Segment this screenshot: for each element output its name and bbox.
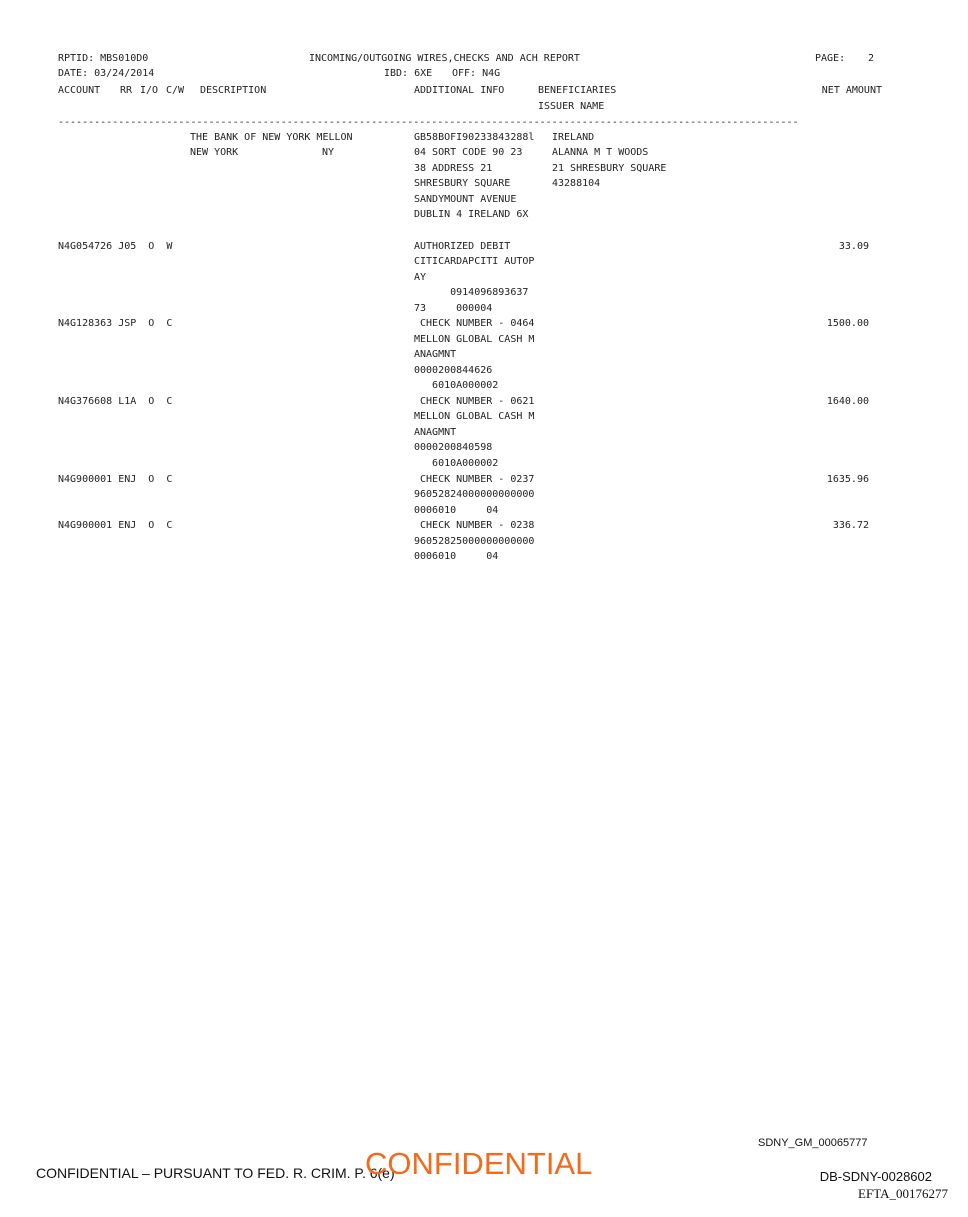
transaction-info-line: 6010A000002 xyxy=(414,380,499,391)
off-code: OFF: N4G xyxy=(452,68,501,79)
continuation-info-line: GB58BOFI90233843288l xyxy=(414,132,535,143)
transaction-info-line: 0914096893637 xyxy=(414,287,529,298)
continuation-info-line: SANDYMOUNT AVENUE xyxy=(414,194,517,205)
bates-number-sdny: SDNY_GM_00065777 xyxy=(758,1137,868,1149)
col-beneficiaries: BENEFICIARIES xyxy=(538,85,617,96)
transaction-info-line: 0000200840598 xyxy=(414,442,493,453)
transaction-amount: 33.09 xyxy=(838,241,869,252)
transaction-info-line: AUTHORIZED DEBIT xyxy=(414,241,511,252)
continuation-desc-line: NEW YORK xyxy=(190,147,239,158)
col-rr: RR xyxy=(120,85,133,96)
col-issuer-name: ISSUER NAME xyxy=(538,101,605,112)
transaction-account: N4G054726 J05 O W xyxy=(58,241,173,252)
col-cw: C/W xyxy=(166,85,185,96)
continuation-state: NY xyxy=(322,147,335,158)
col-additional-info: ADDITIONAL INFO xyxy=(414,85,505,96)
continuation-benef-line: 21 SHRESBURY SQUARE xyxy=(552,163,667,174)
continuation-benef-line: ALANNA M T WOODS xyxy=(552,147,649,158)
transaction-info-line: CHECK NUMBER - 0621 xyxy=(414,396,535,407)
transaction-amount: 1635.96 xyxy=(826,474,869,485)
transaction-info-line: MELLON GLOBAL CASH M xyxy=(414,334,535,345)
transaction-info-line: 0000200844626 xyxy=(414,365,493,376)
transaction-info-line: MELLON GLOBAL CASH M xyxy=(414,411,535,422)
transaction-info-line: CITICARDAPCITI AUTOP xyxy=(414,256,535,267)
ibd-code: IBD: 6XE xyxy=(384,68,433,79)
transaction-info-line: 0006010 04 xyxy=(414,551,499,562)
transaction-account: N4G900001 ENJ O C xyxy=(58,520,173,531)
continuation-info-line: SHRESBURY SQUARE xyxy=(414,178,511,189)
report-id: RPTID: MBS010D0 xyxy=(58,53,149,64)
transaction-amount: 1640.00 xyxy=(826,396,869,407)
confidential-legal-notice: CONFIDENTIAL – PURSUANT TO FED. R. CRIM. P. 6(e) xyxy=(36,1165,395,1181)
confidential-stamp: CONFIDENTIAL xyxy=(365,1146,593,1181)
continuation-info-line: DUBLIN 4 IRELAND 6X xyxy=(414,209,529,220)
transaction-info-line: AY xyxy=(414,272,427,283)
transaction-amount: 1500.00 xyxy=(826,318,869,329)
transaction-info-line: CHECK NUMBER - 0237 xyxy=(414,474,535,485)
transaction-info-line: 96052824000000000000 xyxy=(414,489,535,500)
transaction-info-line: 6010A000002 xyxy=(414,458,499,469)
page-label: PAGE: xyxy=(815,53,846,64)
page-number: 2 xyxy=(868,53,875,64)
continuation-info-line: 04 SORT CODE 90 23 xyxy=(414,147,523,158)
report-title: INCOMING/OUTGOING WIRES,CHECKS AND ACH REPORT xyxy=(309,53,580,64)
transaction-info-line: 0006010 04 xyxy=(414,505,499,516)
col-io: I/O xyxy=(140,85,159,96)
bates-number-db: DB-SDNY-0028602 xyxy=(819,1169,932,1184)
transaction-account: N4G376608 L1A O C xyxy=(58,396,173,407)
transaction-info-line: CHECK NUMBER - 0238 xyxy=(414,520,535,531)
transaction-info-line: CHECK NUMBER - 0464 xyxy=(414,318,535,329)
transaction-account: N4G900001 ENJ O C xyxy=(58,474,173,485)
transaction-info-line: 73 000004 xyxy=(414,303,493,314)
continuation-desc-line: THE BANK OF NEW YORK MELLON xyxy=(190,132,353,143)
transaction-amount: 336.72 xyxy=(832,520,869,531)
col-net-amount: NET AMOUNT xyxy=(821,85,882,96)
continuation-info-line: 38 ADDRESS 21 xyxy=(414,163,493,174)
report-date: DATE: 03/24/2014 xyxy=(58,68,155,79)
col-description: DESCRIPTION xyxy=(200,85,267,96)
col-account: ACCOUNT xyxy=(58,85,101,96)
separator-line: --------------------------------------------------------------------------------------------------------------------------- xyxy=(58,118,799,128)
transaction-info-line: ANAGMNT xyxy=(414,427,457,438)
transaction-account: N4G128363 JSP O C xyxy=(58,318,173,329)
continuation-benef-line: 43288104 xyxy=(552,178,601,189)
transaction-info-line: 96052825000000000000 xyxy=(414,536,535,547)
bates-number-efta: EFTA_00176277 xyxy=(858,1186,948,1201)
continuation-benef-line: IRELAND xyxy=(552,132,595,143)
transaction-info-line: ANAGMNT xyxy=(414,349,457,360)
